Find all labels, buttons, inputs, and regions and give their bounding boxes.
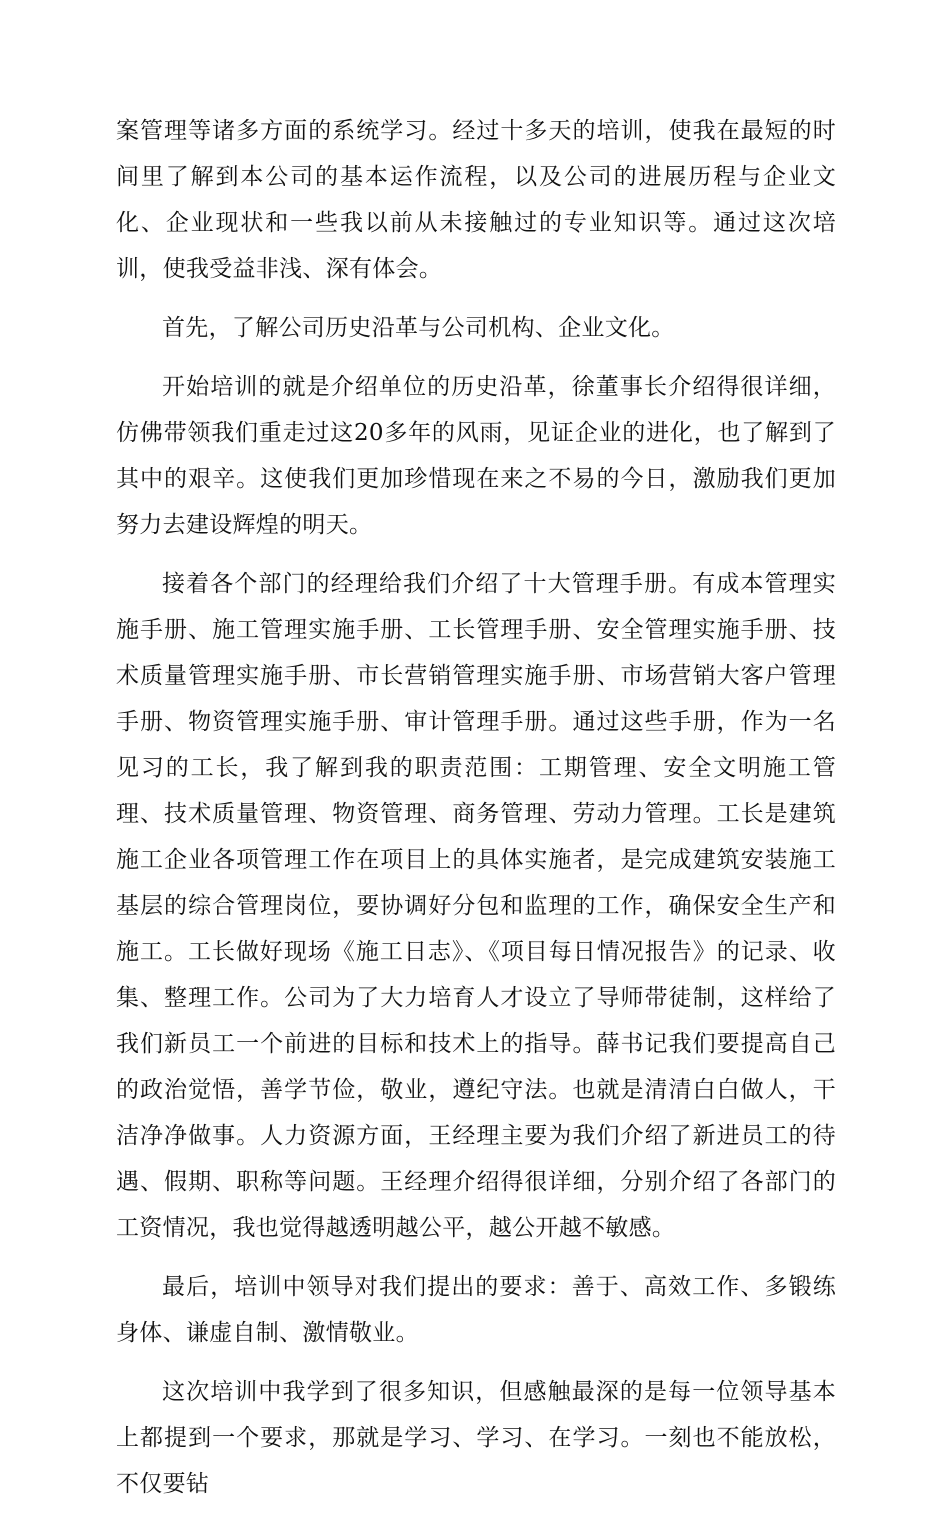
paragraph-manuals: 接着各个部门的经理给我们介绍了十大管理手册。有成本管理实施手册、施工管理实施手册、工长管理手册、安全管理实施手册、技术质量管理实施手册、市长营销管理实施手册、市场营销大客户管理手册、物资管理实施手册、审计管理手册。通过这些手册，作为一名见习的工长，我了解到我的职责范围：工期管理、安全文明施工管理、技术质量管理、物资管理、商务管理、劳动力管理。工长是建筑施工企业各项管理工作在项目上的具体实施者，是完成建筑安装施工基层的综合管理岗位，要协调好分包和监理的工作，确保安全生产和施工。工长做好现场《施工日志》、《项目每日情况报告》的记录、收集、整理工作。公司为了大力培育人才设立了导师带徒制，这样给了我们新员工一个前进的目标和技术上的指导。薛书记我们要提高自己的政治觉悟，善学节俭，敬业，遵纪守法。也就是清清白白做人，干洁净净做事。人力资源方面，王经理主要为我们介绍了新进员工的待遇、假期、职称等问题。王经理介绍得很详细，分别介绍了各部门的工资情况，我也觉得越透明越公平，越公开越不敏感。 bbox=[116, 571, 836, 1241]
paragraph-requirements: 最后，培训中领导对我们提出的要求：善于、高效工作、多锻练身体、谦虚自制、激情敬业。 bbox=[116, 1274, 836, 1346]
paragraph-continued: 案管理等诸多方面的系统学习。经过十多天的培训，使我在最短的时间里了解到本公司的基本运作流程，以及公司的进展历程与企业文化、企业现状和一些我以前从未接触过的专业知识等。通过这次培训，使我受益非浅、深有体会。 bbox=[116, 118, 836, 282]
paragraph-section-heading: 首先，了解公司历史沿革与公司机构、企业文化。 bbox=[162, 315, 675, 341]
paragraph-history: 开始培训的就是介绍单位的历史沿革，徐董事长介绍得很详细，仿佛带领我们重走过这20多年的风雨，见证企业的进化，也了解到了其中的艰辛。这使我们更加珍惜现在来之不易的今日，激励我们更加努力去建设辉煌的明天。 bbox=[116, 374, 836, 538]
document-body bbox=[116, 108, 836, 1520]
paragraph-reflection: 这次培训中我学到了很多知识，但感触最深的是每一位领导基本上都提到一个要求，那就是学习、学习、在学习。一刻也不能放松，不仅要钻 bbox=[116, 1379, 836, 1497]
